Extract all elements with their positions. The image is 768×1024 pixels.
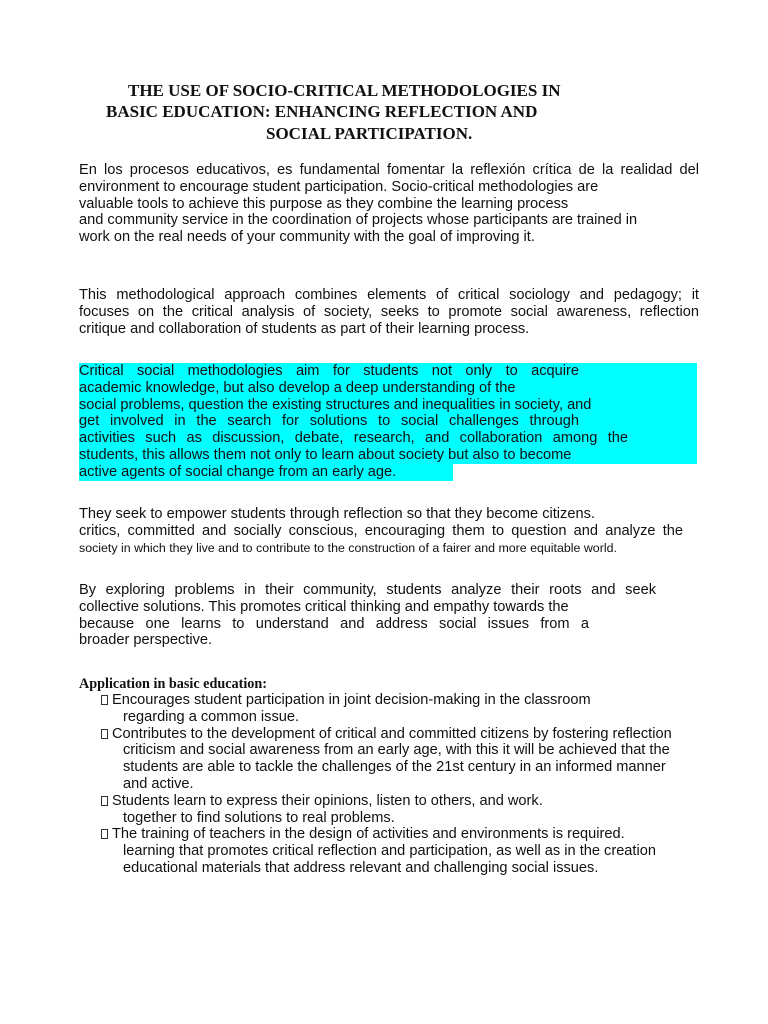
list-item — [101, 692, 701, 726]
list-item — [101, 826, 701, 876]
text-line: environment to encourage student participation. Socio-critical methodologies are — [79, 178, 599, 195]
list-item-continuation: regarding a common issue. — [123, 708, 300, 725]
list-item-continuation: students are able to tackle the challenges of the 21st century in an informed manner — [123, 759, 666, 776]
text-line: En los procesos educativos, es fundamental fomentar la reflexión crítica de la realidad del — [79, 162, 699, 178]
text-line: By exploring problems in their community, students analyze their roots and seek — [79, 582, 656, 598]
application-list — [101, 692, 701, 877]
list-item-text: Students learn to express their opinions, listen to others, and work. — [112, 792, 543, 809]
list-item-continuation: criticism and social awareness from an early age, with this it will be achieved that the — [123, 742, 670, 759]
text-line: academic knowledge, but also develop a deep understanding of the — [79, 379, 516, 396]
text-line: critique and collaboration of students as part of their learning process. — [79, 320, 530, 337]
text-line: This methodological approach combines elements of critical sociology and pedagogy; it — [79, 287, 699, 303]
list-item — [101, 793, 701, 827]
list-item-text: The training of teachers in the design of activities and environments is required. — [112, 826, 625, 843]
paragraph-highlighted — [79, 363, 699, 481]
paragraph-intro — [79, 162, 699, 246]
list-item-continuation: educational materials that address relevant and challenging social issues. — [123, 859, 599, 876]
title-line-1: THE USE OF SOCIO-CRITICAL METHODOLOGIES IN — [128, 81, 561, 100]
text-line: broader perspective. — [79, 632, 213, 649]
text-line: valuable tools to achieve this purpose as they combine the learning process — [79, 195, 569, 212]
missing-glyph-box-icon — [101, 796, 108, 806]
text-line: critics, committed and socially conscious, encouraging them to question and analyze the — [79, 522, 683, 539]
list-item-text: Contributes to the development of critical and committed citizens by fostering reflection — [112, 725, 672, 742]
section-heading: Application in basic education: — [79, 676, 268, 692]
text-line: society in which they live and to contribute to the construction of a fairer and more equitable world. — [79, 540, 617, 555]
text-line: active agents of social change from an early age. — [79, 463, 397, 480]
text-line: focuses on the critical analysis of society, seeks to promote social awareness, reflection — [79, 303, 699, 320]
list-item-continuation: learning that promotes critical reflection and participation, as well as in the creation — [123, 843, 656, 860]
text-line: work on the real needs of your community with the goal of improving it. — [79, 229, 535, 246]
text-line: They seek to empower students through reflection so that they become citizens. — [79, 506, 595, 522]
text-line: social problems, question the existing structures and inequalities in society, and — [79, 396, 592, 413]
text-line: students, this allows them not only to learn about society but also to become — [79, 446, 572, 463]
list-item-continuation: together to find solutions to real problems. — [123, 809, 395, 826]
text-line: and community service in the coordination of projects whose participants are trained in — [79, 212, 638, 229]
paragraph-empower — [79, 506, 699, 556]
missing-glyph-box-icon — [101, 829, 108, 839]
list-item-continuation: and active. — [123, 775, 194, 792]
title-line-2: BASIC EDUCATION: ENHANCING REFLECTION AND — [106, 102, 538, 121]
text-line: get involved in the search for solutions to social challenges through — [79, 413, 579, 430]
text-line: because one learns to understand and address social issues from a — [79, 615, 589, 632]
paragraph-exploring — [79, 582, 699, 649]
missing-glyph-box-icon — [101, 695, 108, 705]
text-line: collective solutions. This promotes critical thinking and empathy towards the — [79, 598, 569, 615]
text-line: activities such as discussion, debate, research, and collaboration among the — [79, 430, 628, 447]
list-item — [101, 726, 701, 793]
text-line: Critical social methodologies aim for students not only to acquire — [79, 363, 579, 379]
list-item-text: Encourages student participation in joint decision-making in the classroom — [112, 692, 591, 708]
paragraph-approach — [79, 287, 699, 337]
title-line-3: SOCIAL PARTICIPATION. — [266, 124, 473, 143]
missing-glyph-box-icon — [101, 729, 108, 739]
